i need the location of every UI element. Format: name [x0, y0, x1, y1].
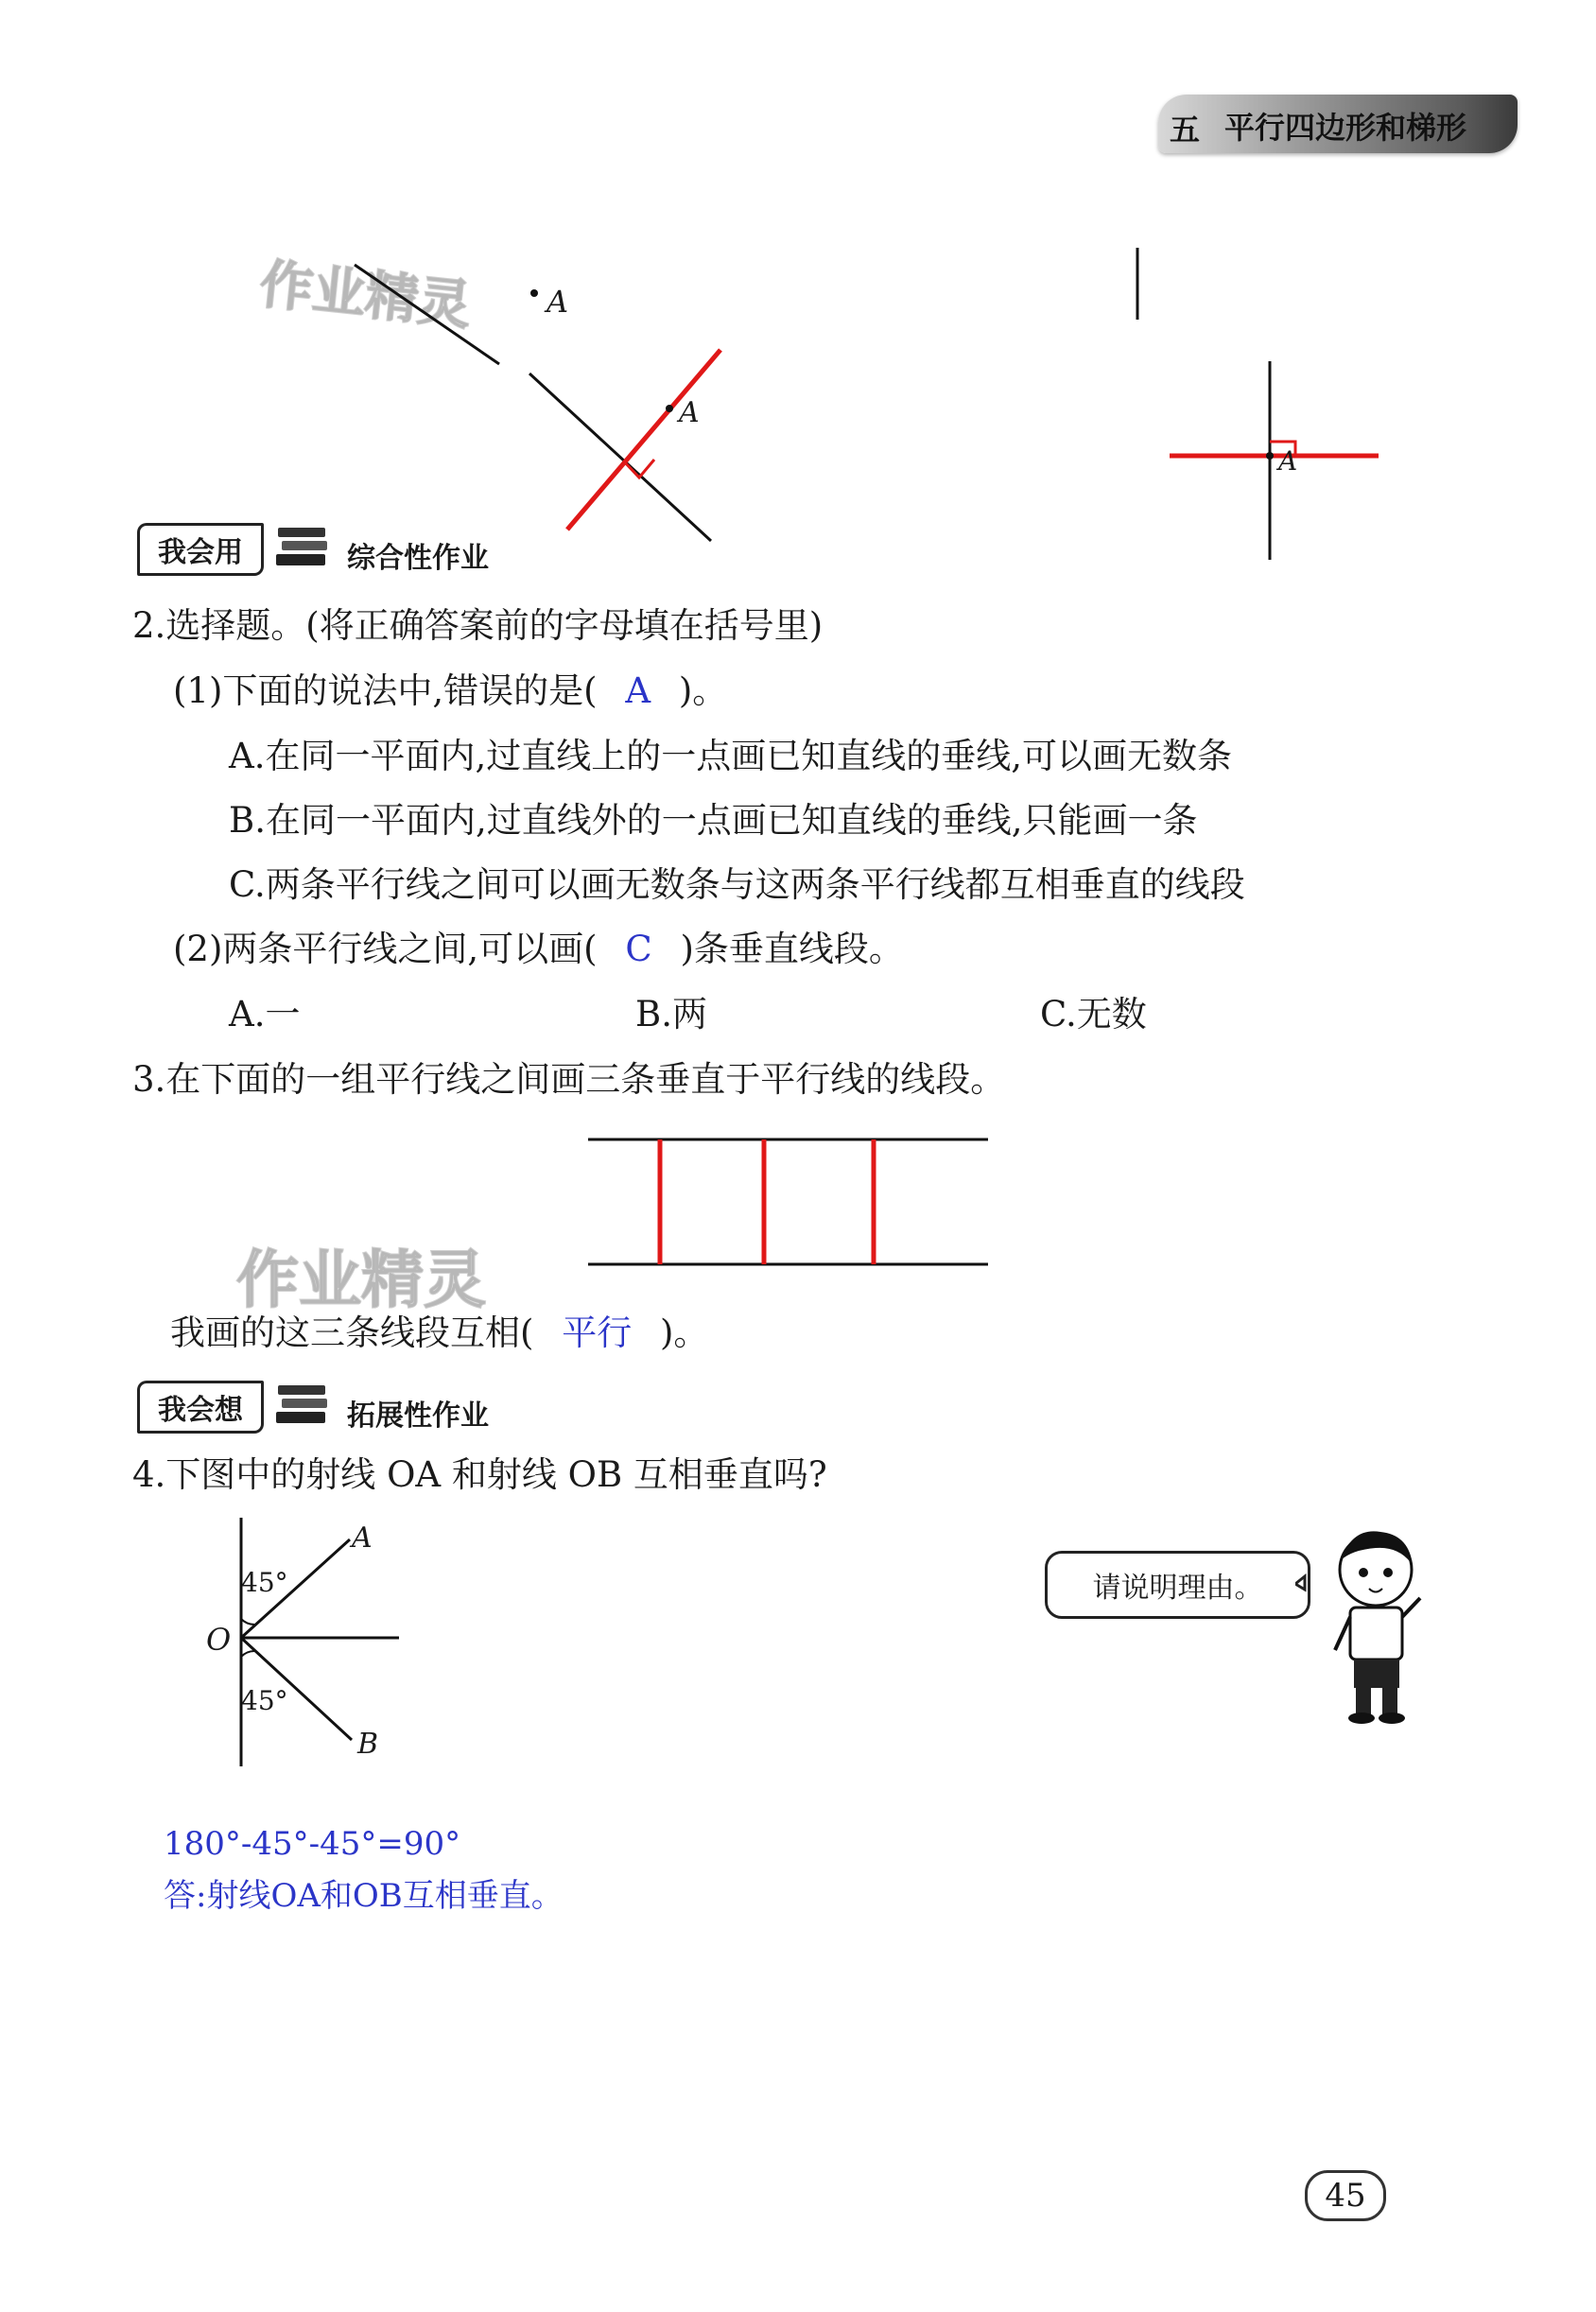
- q2-1-prefix: (1)下面的说法中,错误的是(: [173, 670, 598, 711]
- watermark-middle: 作业精灵: [236, 1243, 486, 1316]
- label-a-top: A: [546, 284, 569, 320]
- label-origin-o: O: [206, 1622, 232, 1658]
- q3-fill-answer: 平行: [562, 1312, 633, 1353]
- q2-stem: 2.选择题。(将正确答案前的字母填在括号里): [132, 605, 824, 646]
- label-a-right: A: [1278, 445, 1298, 477]
- boy-character-icon: [1295, 1518, 1437, 1726]
- figure-perpendicular-constructions: [0, 0, 1596, 605]
- q2-1-option-b: B.在同一平面内,过直线外的一点画已知直线的垂线,只能画一条: [229, 800, 1198, 841]
- q3-stem: 3.在下面的一组平行线之间画三条垂直于平行线的线段。: [132, 1059, 1006, 1100]
- section-label-extension: 拓展性作业: [347, 1399, 489, 1433]
- header-unit: 五: [1170, 112, 1201, 148]
- q3-fill-suffix: )。: [659, 1312, 709, 1353]
- q2-1-option-a: A.在同一平面内,过直线上的一点画已知直线的垂线,可以画无数条: [229, 736, 1233, 776]
- perpendicular-red-middle: [567, 350, 720, 530]
- q2-2-option-a: A.一: [229, 994, 301, 1034]
- label-angle-bottom: 45°: [241, 1685, 288, 1716]
- label-angle-top: 45°: [241, 1567, 288, 1598]
- q2-2-answer: C: [625, 929, 652, 969]
- q2-2-option-c: C.无数: [1040, 994, 1147, 1034]
- fragment-line-left: [355, 265, 499, 364]
- section-tag-think: 我会想: [137, 1381, 264, 1434]
- q4-answer-line1: 180°-45°-45°=90°: [164, 1825, 461, 1863]
- q4-answer-line2: 答:射线OA和OB互相垂直。: [164, 1877, 564, 1915]
- speech-bubble: 请说明理由。: [1045, 1551, 1310, 1619]
- section-label-comprehensive: 综合性作业: [347, 542, 489, 575]
- q3-fill-prefix: 我画的这三条线段互相(: [170, 1312, 534, 1353]
- q2-2-prefix: (2)两条平行线之间,可以画(: [173, 929, 598, 969]
- books-icon: [274, 522, 331, 571]
- angle-arc-top: [241, 1619, 254, 1625]
- label-a-middle: A: [679, 396, 700, 429]
- q2-2-option-b: B.两: [635, 994, 707, 1034]
- q3-fill-line: [170, 1312, 709, 1353]
- angle-arc-bottom: [241, 1651, 254, 1657]
- q4-stem: 4.下图中的射线 OA 和射线 OB 互相垂直吗?: [132, 1454, 827, 1495]
- q2-1-option-c: C.两条平行线之间可以画无数条与这两条平行线都互相垂直的线段: [229, 864, 1245, 905]
- section-tag-apply: 我会用: [137, 523, 264, 576]
- label-ray-b: B: [357, 1728, 379, 1761]
- page-number: 45: [1305, 2170, 1386, 2221]
- point-a-right: [1266, 452, 1274, 460]
- q2-2-line: [173, 929, 904, 969]
- q2-1-suffix: )。: [678, 670, 728, 711]
- point-a-middle: [666, 405, 673, 412]
- q2-1-line: [173, 670, 728, 711]
- books-icon: [274, 1380, 331, 1429]
- q2-2-suffix: )条垂直线段。: [680, 929, 904, 969]
- point-a-top: [530, 289, 538, 297]
- q2-1-answer: A: [625, 670, 651, 711]
- header-title: 平行四边形和梯形: [1224, 110, 1467, 146]
- label-ray-a: A: [352, 1521, 373, 1555]
- figure-parallel-lines: [567, 1116, 1002, 1277]
- watermark-top: 作业精灵: [256, 253, 475, 338]
